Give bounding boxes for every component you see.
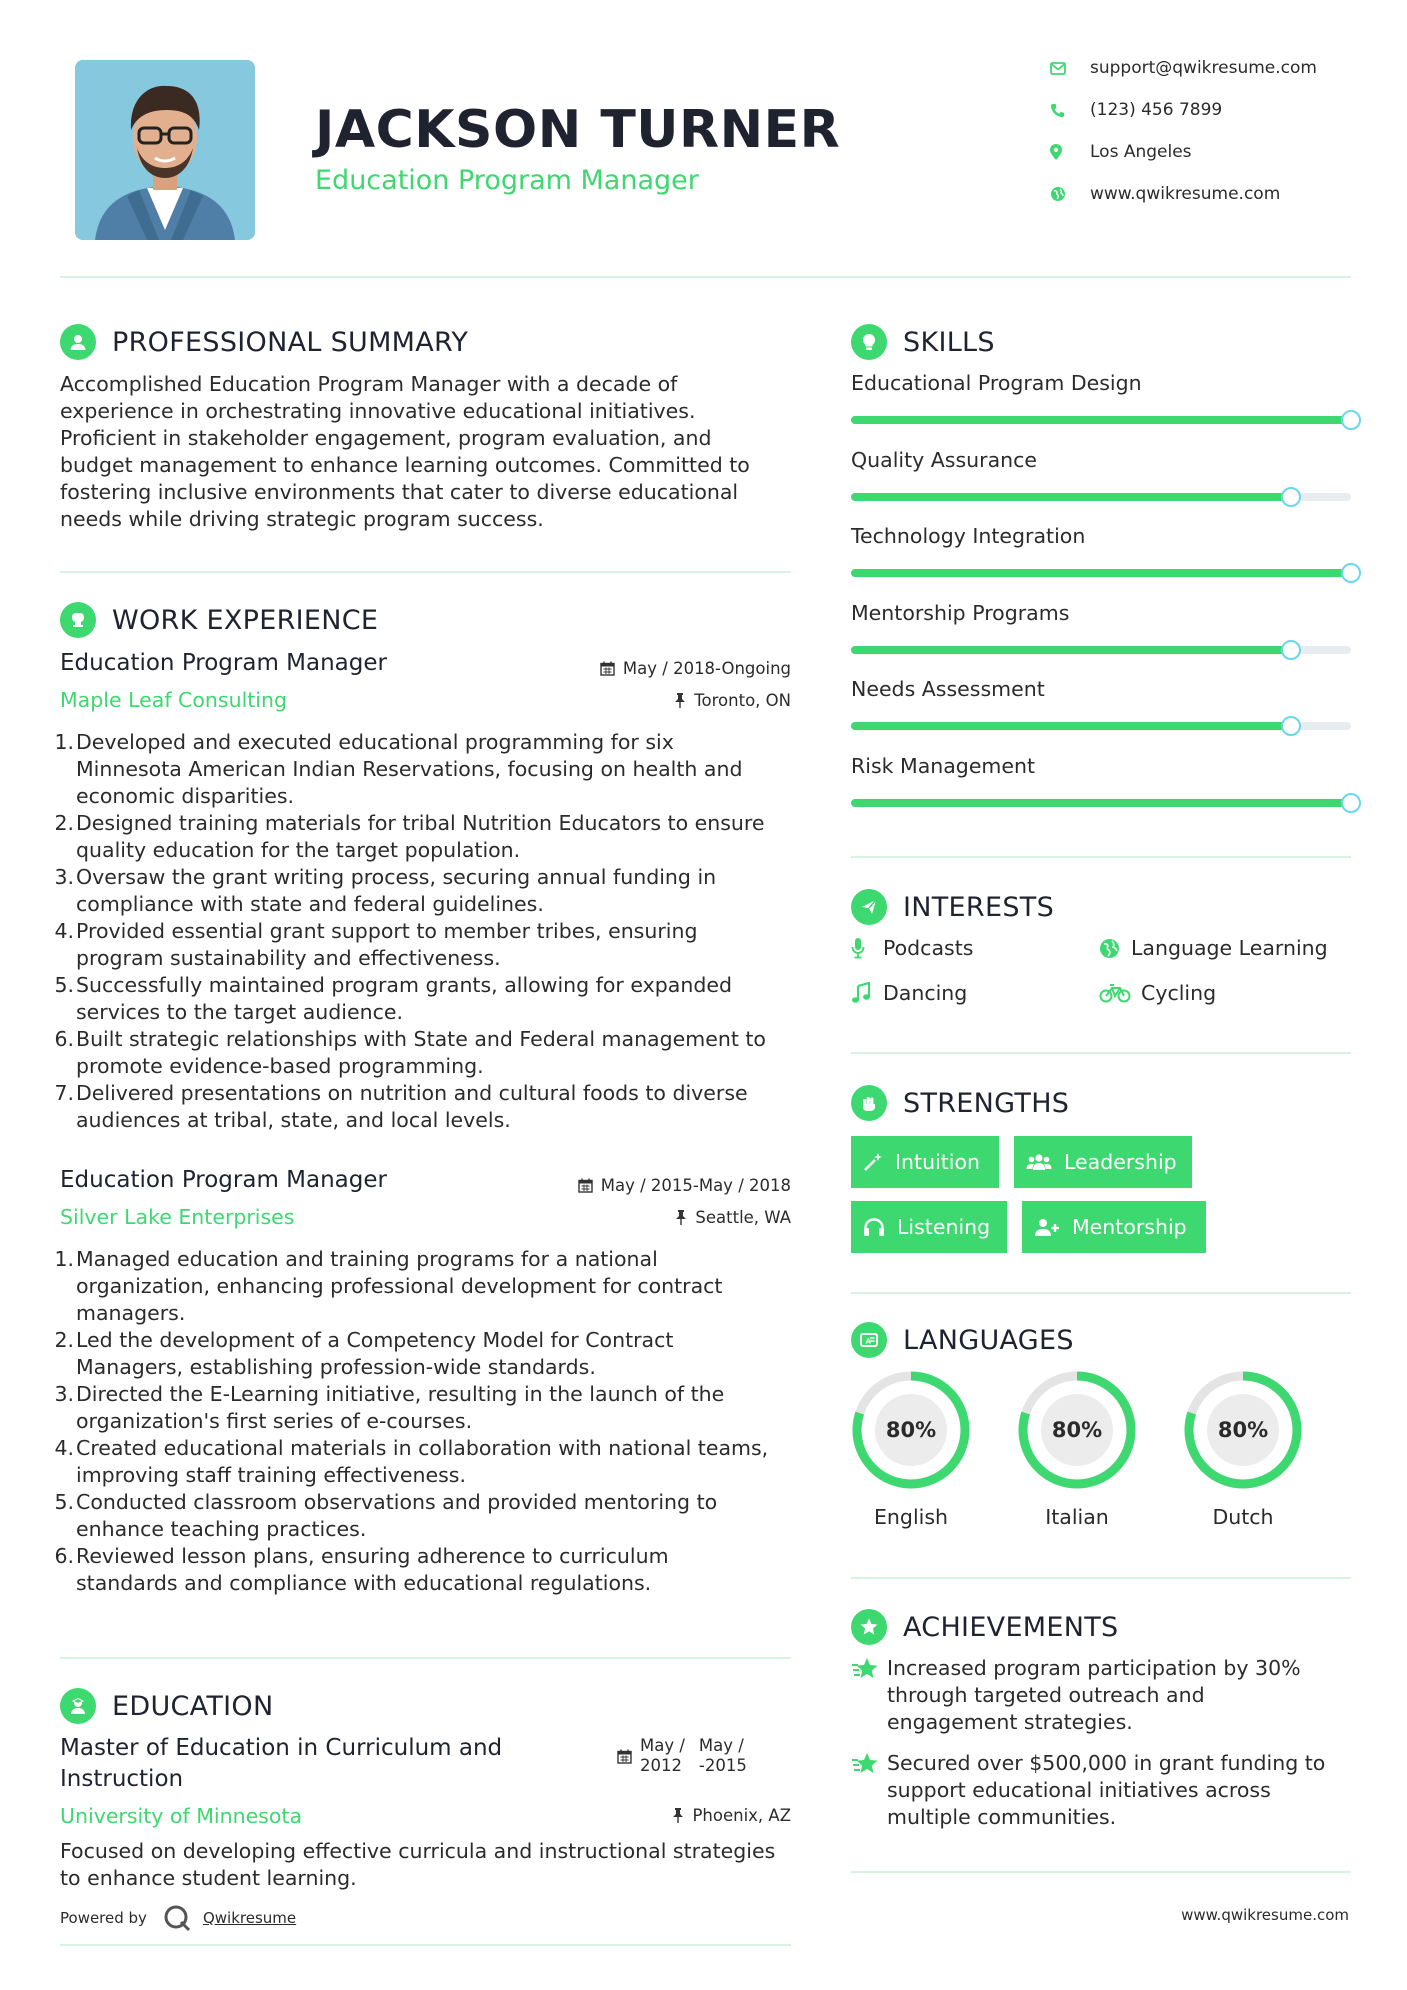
headphones-icon (863, 1217, 885, 1237)
strength-tag (1014, 1136, 1192, 1188)
strength-label: Intuition (895, 1150, 981, 1174)
star-badge-icon (851, 1609, 887, 1645)
degree-title (60, 1733, 502, 1795)
language-name: Dutch (1212, 1505, 1274, 1529)
language-card-icon (851, 1322, 887, 1358)
powered-by (60, 1904, 296, 1932)
job-date-text: May / 2018-Ongoing (622, 659, 791, 678)
footer-website[interactable]: www.qwikresume.com (1181, 1906, 1349, 1924)
strength-label: Listening (897, 1215, 991, 1239)
bottom-divider (60, 1944, 791, 1946)
skill-bar (851, 493, 1351, 501)
pushpin-icon (674, 693, 686, 708)
phone-icon (1050, 100, 1078, 120)
language-percent: 80% (1217, 1418, 1269, 1442)
strength-label: Mentorship (1072, 1215, 1187, 1239)
pushpin-icon (675, 1210, 687, 1225)
strengths-heading (851, 1085, 1069, 1121)
summary-line: fostering inclusive environments that cater to diverse educational (60, 480, 739, 504)
skill-label: Educational Program Design (851, 371, 1142, 395)
star-icon (851, 1750, 887, 1831)
summary-line: budget management to enhance learning outcomes. Committed to (60, 453, 750, 477)
strengths-divider (851, 1292, 1351, 1294)
interests-heading (851, 889, 1054, 925)
strength-tag (851, 1201, 1007, 1253)
degree-line: Instruction (60, 1766, 184, 1792)
summary-line: needs while driving strategic program success. (60, 507, 544, 531)
summary-line: experience in orchestrating innovative educational initiatives. (60, 399, 696, 423)
summary-line: Accomplished Education Program Manager with a decade of (60, 372, 678, 396)
job-bullets (54, 729, 802, 1134)
list-item: 5. Conducted classroom observations and provided mentoring to enhance teaching practices. (54, 1490, 718, 1541)
list-item: 1. Managed education and training programs for a national organization, enhancing professional development for contract managers. (54, 1247, 723, 1325)
education-start: May / 2012 (640, 1736, 685, 1775)
job-date (600, 659, 791, 678)
education-title: EDUCATION (112, 1690, 274, 1722)
list-item: 4. Provided essential grant support to member tribes, ensuring program sustainability and effectiveness. (54, 919, 698, 970)
language-name: English (873, 1505, 949, 1529)
skill-label: Risk Management (851, 753, 1036, 778)
skill-bar-fill (851, 569, 1351, 577)
experience-divider (60, 1657, 791, 1659)
skill-label: Quality Assurance (851, 447, 1038, 472)
brand-link[interactable]: Qwikresume (202, 1909, 297, 1927)
strengths-title: STRENGTHS (903, 1087, 1070, 1119)
language-ring (849, 1368, 973, 1492)
interest-label: Language Learning (1131, 936, 1328, 960)
job-location (674, 691, 791, 710)
skills-divider (851, 856, 1351, 858)
contact-email[interactable] (1050, 58, 1350, 78)
skill-bar (851, 722, 1351, 730)
summary-heading (60, 324, 468, 360)
job-location (675, 1208, 791, 1227)
list-item: 1. Developed and executed educational programming for six Minnesota American Indian Reservations, focusing on health and economic disparities. (54, 730, 743, 808)
powered-by-label: Powered by (60, 1909, 147, 1927)
achievement-text: Increased program participation by 30% through targeted outreach and engagement strategies. (887, 1656, 1301, 1734)
skill-bar-knob (1341, 563, 1361, 583)
candidate-name: JACKSON TURNER (315, 100, 841, 160)
skill-bar-knob (1281, 640, 1301, 660)
interest-item (851, 981, 967, 1005)
contact-email-text: support@qwikresume.com (1090, 58, 1317, 78)
list-item: 4. Created educational materials in collaboration with national teams, improving staff training effectiveness. (54, 1436, 769, 1487)
skill-bar-fill (851, 646, 1291, 654)
list-item: 3. Oversaw the grant writing process, securing annual funding in compliance with state and federal guidelines. (54, 865, 717, 916)
education-location (672, 1806, 791, 1825)
lightbulb-icon (851, 324, 887, 360)
svg-text:A: A (865, 1337, 871, 1346)
skill-bar (851, 569, 1351, 577)
contact-phone[interactable] (1050, 100, 1350, 120)
skill-bar-knob (1341, 410, 1361, 430)
interest-item (851, 936, 973, 960)
job-company: Silver Lake Enterprises (60, 1205, 295, 1229)
skill-bar-fill (851, 416, 1351, 424)
achievements-divider (851, 1871, 1351, 1873)
music-note-icon (851, 981, 877, 1005)
skill-label: Mentorship Programs (851, 600, 1070, 625)
user-plus-icon (1034, 1217, 1060, 1237)
job-bullets (54, 1246, 802, 1597)
strength-tag (851, 1136, 999, 1188)
contact-location-text: Los Angeles (1090, 142, 1192, 162)
skill-bar-fill (851, 799, 1351, 807)
interest-item (1099, 981, 1216, 1005)
education-end: May / -2015 (698, 1736, 747, 1775)
profile-photo (75, 60, 255, 240)
interest-item (1099, 936, 1328, 960)
degree-line: Master of Education in Curriculum and (60, 1735, 503, 1761)
language-percent: 80% (1051, 1418, 1103, 1442)
users-icon (1026, 1152, 1052, 1172)
skill-bar-fill (851, 493, 1291, 501)
bicycle-icon (1099, 981, 1135, 1005)
achievement-item (851, 1655, 1351, 1736)
strength-label: Leadership (1064, 1150, 1177, 1174)
list-item: 6. Reviewed lesson plans, ensuring adherence to curriculum standards and compliance with educational regulations. (54, 1544, 669, 1595)
language-percent: 80% (885, 1418, 937, 1442)
skill-bar-knob (1341, 793, 1361, 813)
skill-bar-fill (851, 722, 1291, 730)
job-location-text: Toronto, ON (694, 691, 791, 710)
education-location-text: Phoenix, AZ (692, 1806, 791, 1825)
languages-title: LANGUAGES (903, 1324, 1074, 1356)
contact-phone-text: (123) 456 7899 (1090, 100, 1223, 120)
job-location-text: Seattle, WA (695, 1208, 791, 1227)
microphone-icon (851, 936, 877, 960)
job-title: Education Program Manager (60, 1167, 387, 1193)
list-item: 7. Delivered presentations on nutrition and cultural foods to diverse audiences at tribal, state, and local levels. (54, 1081, 748, 1132)
interests-divider (851, 1052, 1351, 1054)
job-title: Education Program Manager (60, 650, 387, 676)
language-name: Italian (1045, 1505, 1109, 1529)
calendar-icon (617, 1749, 632, 1764)
list-item: 2. Designed training materials for tribal Nutrition Educators to ensure quality education for the target population. (54, 811, 765, 862)
job-date-text: May / 2015-May / 2018 (600, 1176, 791, 1195)
school-name: University of Minnesota (60, 1804, 303, 1828)
skill-bar (851, 416, 1351, 424)
qwikresume-logo-icon (163, 1904, 191, 1932)
contact-website-text: www.qwikresume.com (1090, 184, 1281, 204)
calendar-icon (578, 1178, 593, 1193)
summary-text (60, 371, 800, 533)
globe-icon (1099, 936, 1125, 960)
achievement-item (851, 1750, 1351, 1831)
languages-heading (851, 1322, 1074, 1358)
list-item: 5. Successfully maintained program grants, allowing for expanded services to the target audience. (54, 973, 732, 1024)
list-item: 6. Built strategic relationships with State and Federal management to promote evidence-based programming. (54, 1027, 766, 1078)
star-icon (851, 1655, 887, 1736)
calendar-icon (600, 661, 615, 676)
skill-bar-knob (1281, 487, 1301, 507)
skill-bar (851, 799, 1351, 807)
graduate-icon (60, 1688, 96, 1724)
education-heading (60, 1688, 273, 1724)
summary-line: Proficient in stakeholder engagement, program evaluation, and (60, 426, 712, 450)
summary-divider (60, 571, 791, 573)
interests-title: INTERESTS (903, 891, 1055, 923)
languages-divider (851, 1577, 1351, 1579)
education-description: Focused on developing effective curricula and instructional strategies to enhance student learning. (60, 1839, 776, 1890)
briefcase-icon (60, 602, 96, 638)
map-pin-icon (1050, 142, 1078, 162)
header-divider (60, 276, 1351, 278)
interest-label: Dancing (883, 981, 968, 1005)
job-company: Maple Leaf Consulting (60, 688, 288, 712)
interest-label: Cycling (1141, 981, 1217, 1005)
education-date (617, 1736, 747, 1776)
skill-bar (851, 646, 1351, 654)
paper-plane-icon (851, 889, 887, 925)
magic-wand-icon (863, 1152, 883, 1172)
skill-label: Technology Integration (851, 524, 1086, 548)
experience-heading (60, 602, 378, 638)
interest-label: Podcasts (883, 936, 974, 960)
skills-title: SKILLS (903, 326, 995, 358)
achievements-heading (851, 1609, 1119, 1645)
language-ring (1181, 1368, 1305, 1492)
fist-icon (851, 1085, 887, 1121)
achievements-title: ACHIEVEMENTS (903, 1611, 1119, 1643)
contact-location (1050, 142, 1350, 162)
globe-icon (1050, 184, 1078, 204)
experience-title: WORK EXPERIENCE (112, 604, 379, 636)
list-item: 3. Directed the E-Learning initiative, resulting in the launch of the organization's first series of e-courses. (54, 1382, 725, 1433)
candidate-title: Education Program Manager (315, 165, 699, 196)
pushpin-icon (672, 1808, 684, 1823)
skill-bar-knob (1281, 716, 1301, 736)
envelope-icon (1050, 58, 1078, 78)
skill-label: Needs Assessment (851, 677, 1045, 701)
achievement-text: Secured over $500,000 in grant funding to support educational initiatives across multiple communities. (887, 1751, 1326, 1829)
job-date (578, 1176, 791, 1195)
summary-title: PROFESSIONAL SUMMARY (112, 326, 469, 358)
language-ring (1015, 1368, 1139, 1492)
list-item: 2. Led the development of a Competency Model for Contract Managers, establishing profession-wide standards. (54, 1328, 674, 1379)
user-icon (60, 324, 96, 360)
strength-tag (1022, 1201, 1206, 1253)
contact-website[interactable] (1050, 184, 1350, 204)
skills-heading (851, 324, 995, 360)
